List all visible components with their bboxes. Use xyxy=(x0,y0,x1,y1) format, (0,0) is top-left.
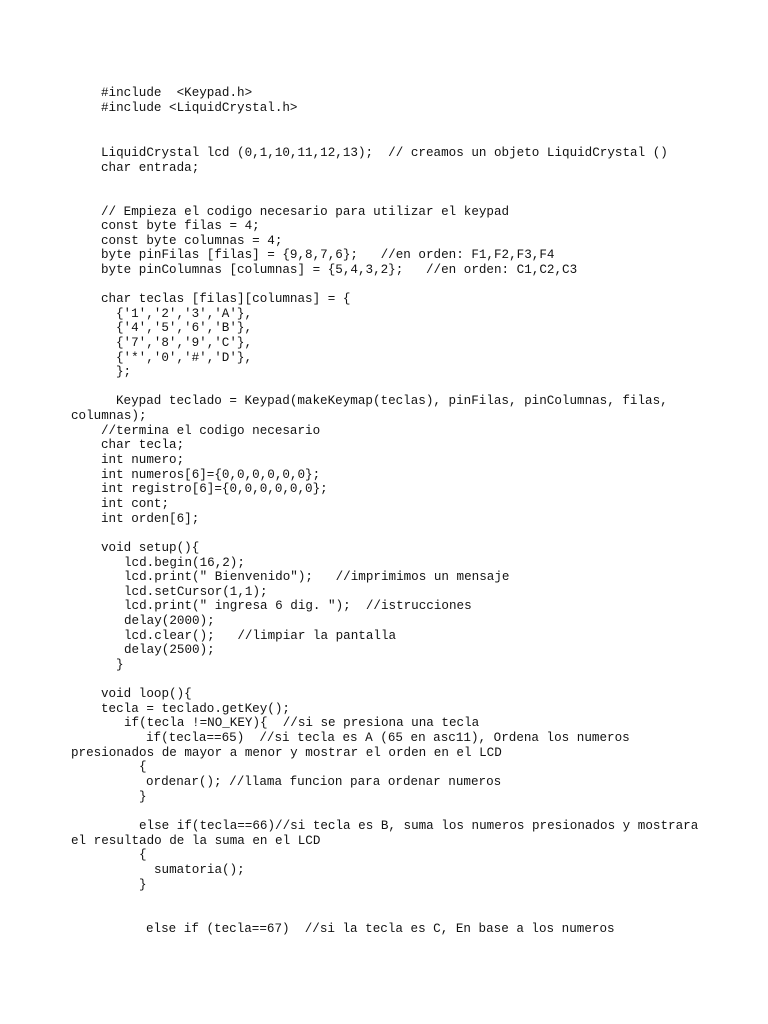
code-line: { xyxy=(139,848,147,862)
code-line: {'7','8','9','C'}, xyxy=(116,336,253,350)
code-line: sumatoria(); xyxy=(154,863,245,877)
code-line: byte pinFilas [filas] = {9,8,7,6}; //en orden: F1,F2,F3,F4 xyxy=(101,248,555,262)
code-line: lcd.clear(); //limpiar la pantalla xyxy=(124,629,397,643)
code-line: lcd.print(" ingresa 6 dig. "); //istrucciones xyxy=(124,599,472,613)
code-line: else if (tecla==67) //si la tecla es C, En base a los numeros xyxy=(146,922,615,936)
code-line: { xyxy=(139,760,147,774)
code-line: int cont; xyxy=(101,497,170,511)
code-line: int orden[6]; xyxy=(101,512,200,526)
code-line: // Empieza el codigo necesario para utilizar el keypad xyxy=(101,205,510,219)
code-line: tecla = teclado.getKey(); xyxy=(101,702,290,716)
code-line: Keypad teclado = Keypad(makeKeymap(teclas), pinFilas, pinColumnas, filas, xyxy=(116,394,668,408)
code-line: #include <Keypad.h> xyxy=(101,86,253,100)
code-line: el resultado de la suma en el LCD xyxy=(71,834,321,848)
code-line: {'1','2','3','A'}, xyxy=(116,307,253,321)
code-line: void setup(){ xyxy=(101,541,200,555)
code-line: const byte columnas = 4; xyxy=(101,234,283,248)
code-line: //termina el codigo necesario xyxy=(101,424,321,438)
code-line: {'*','0','#','D'}, xyxy=(116,351,253,365)
code-line: presionados de mayor a menor y mostrar el orden en el LCD xyxy=(71,746,502,760)
code-line: columnas); xyxy=(71,409,147,423)
code-line: lcd.print(" Bienvenido"); //imprimimos un mensaje xyxy=(124,570,510,584)
code-line: lcd.setCursor(1,1); xyxy=(124,585,268,599)
code-line: #include <LiquidCrystal.h> xyxy=(101,101,298,115)
code-line: char teclas [filas][columnas] = { xyxy=(101,292,351,306)
code-line: const byte filas = 4; xyxy=(101,219,260,233)
code-line: int numero; xyxy=(101,453,185,467)
code-line: LiquidCrystal lcd (0,1,10,11,12,13); // creamos un objeto LiquidCrystal () xyxy=(101,146,668,160)
code-line: }; xyxy=(116,365,132,379)
code-line: {'4','5','6','B'}, xyxy=(116,321,253,335)
code-line: ordenar(); //llama funcion para ordenar numeros xyxy=(146,775,502,789)
code-line: void loop(){ xyxy=(101,687,192,701)
code-line: int numeros[6]={0,0,0,0,0,0}; xyxy=(101,468,321,482)
code-line: else if(tecla==66)//si tecla es B, suma los numeros presionados y mostrara xyxy=(139,819,699,833)
code-line: byte pinColumnas [columnas] = {5,4,3,2}; //en orden: C1,C2,C3 xyxy=(101,263,578,277)
code-line: } xyxy=(116,658,124,672)
code-line: char tecla; xyxy=(101,438,185,452)
code-line: delay(2500); xyxy=(124,643,215,657)
code-line: } xyxy=(139,790,147,804)
code-line: char entrada; xyxy=(101,161,200,175)
code-line: delay(2000); xyxy=(124,614,215,628)
code-line: if(tecla !=NO_KEY){ //si se presiona una tecla xyxy=(124,716,480,730)
code-line: } xyxy=(139,878,147,892)
code-line: lcd.begin(16,2); xyxy=(124,556,245,570)
code-line: if(tecla==65) //si tecla es A (65 en asc11), Ordena los numeros xyxy=(146,731,630,745)
code-line: int registro[6]={0,0,0,0,0,0}; xyxy=(101,482,328,496)
